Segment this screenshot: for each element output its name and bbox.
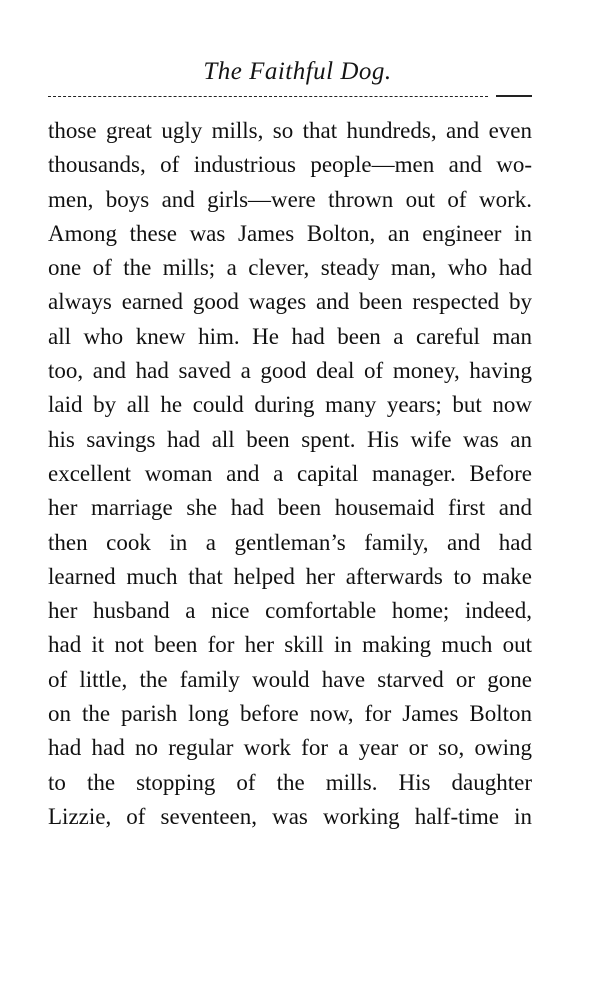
text-line: her marriage she had been housemaid first and bbox=[48, 495, 532, 521]
text-line: laid by all he could during many years; but now bbox=[48, 392, 532, 418]
text-line: of little, the family would have starved or gone bbox=[48, 666, 532, 692]
text-line: his savings had all been spent. His wife was an bbox=[48, 426, 532, 452]
text-line: too, and had saved a good deal of money, having bbox=[48, 358, 532, 384]
text-line: then cook in a gentleman’s family, and had bbox=[48, 529, 532, 555]
text-line: one of the mills; a clever, steady man, who had bbox=[48, 255, 532, 281]
header-rule-end bbox=[496, 95, 532, 97]
text-line: all who knew him. He had been a careful man bbox=[48, 323, 532, 349]
body-text bbox=[48, 114, 532, 834]
text-line: Lizzie, of seventeen, was working half-time in bbox=[48, 803, 532, 829]
text-line: on the parish long before now, for James Bolton bbox=[48, 701, 532, 727]
text-line: had it not been for her skill in making much out bbox=[48, 632, 532, 658]
text-line: those great ugly mills, so that hundreds, and even bbox=[48, 118, 532, 143]
text-line: Among these was James Bolton, an engineer in bbox=[48, 220, 532, 246]
header-rule bbox=[48, 96, 488, 97]
text-line: men, boys and girls—were thrown out of work. bbox=[48, 186, 532, 212]
running-head: The Faithful Dog. bbox=[203, 58, 392, 85]
text-line: learned much that helped her afterwards to make bbox=[48, 563, 532, 589]
text-line: thousands, of industrious people—men and wo- bbox=[48, 152, 532, 178]
text-line: to the stopping of the mills. His daughter bbox=[48, 769, 532, 795]
text-line: excellent woman and a capital manager. Before bbox=[48, 460, 532, 486]
text-line: her husband a nice comfortable home; indeed, bbox=[48, 598, 532, 624]
text-line: always earned good wages and been respected by bbox=[48, 289, 532, 315]
text-line: had had no regular work for a year or so, owing bbox=[48, 735, 532, 761]
